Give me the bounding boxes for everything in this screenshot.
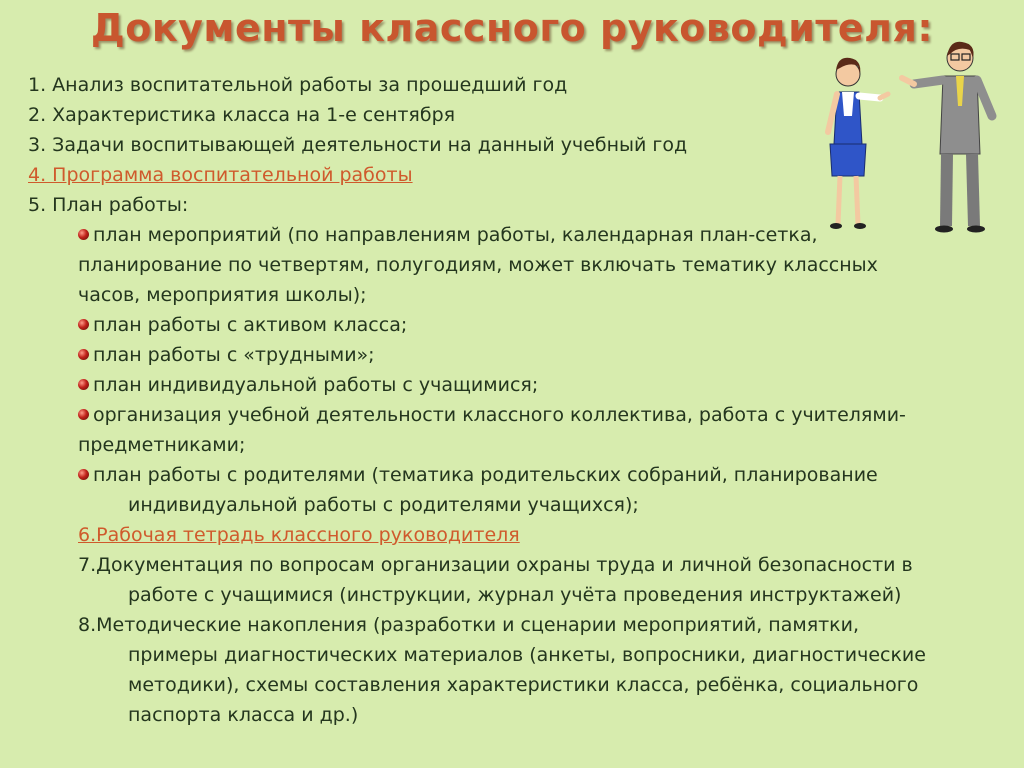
bullet-item: организация учебной деятельности классного коллектива, работа с учителями- [28, 400, 1018, 430]
list-item-cont: примеры диагностических материалов (анкеты, вопросники, диагностические [128, 644, 926, 666]
red-sphere-bullet-icon [78, 409, 89, 420]
red-sphere-bullet-icon [78, 349, 89, 360]
list-item: 7.Документация по вопросам организации охраны труда и личной безопасности в [78, 554, 913, 576]
list-item-cont: методики), схемы составления характеристики класса, ребёнка, социального [128, 674, 919, 696]
bullet-item: план индивидуальной работы с учащимися; [28, 370, 1018, 400]
red-sphere-bullet-icon [78, 319, 89, 330]
list-item: 8.Методические накопления (разработки и сценарии мероприятий, памятки, [78, 614, 860, 636]
program-link[interactable]: 4. Программа воспитательной работы [28, 164, 413, 186]
bullet-item-cont: планирование по четвертям, полугодиям, может включать тематику классных [78, 254, 878, 276]
bullet-item: план работы с активом класса; [28, 310, 1018, 340]
red-sphere-bullet-icon [78, 229, 89, 240]
list-item: 1. Анализ воспитательной работы за прошедший год [28, 74, 568, 96]
list-item-cont: работе с учащимися (инструкции, журнал учёта проведения инструктажей) [128, 584, 902, 606]
documents-list [28, 70, 1018, 730]
bullet-item-cont: предметниками; [78, 434, 246, 456]
red-sphere-bullet-icon [78, 469, 89, 480]
list-item: 5. План работы: [28, 194, 189, 216]
bullet-item: план мероприятий (по направлениям работы, календарная план-сетка, [28, 220, 1018, 250]
list-item: 2. Характеристика класса на 1-е сентября [28, 104, 456, 126]
list-item: 3. Задачи воспитывающей деятельности на данный учебный год [28, 134, 688, 156]
bullet-item: план работы с «трудными»; [28, 340, 1018, 370]
page-title: Документы классного руководителя: [90, 6, 934, 50]
workbook-link[interactable]: 6.Рабочая тетрадь классного руководителя [78, 524, 520, 546]
list-item-link [28, 160, 1018, 190]
bullet-item: план работы с родителями (тематика родительских собраний, планирование [28, 460, 1018, 490]
bullet-item-cont: индивидуальной работы с родителями учащихся); [128, 494, 639, 516]
bullet-item-cont: часов, мероприятия школы); [78, 284, 367, 306]
list-item-link [28, 520, 1018, 550]
red-sphere-bullet-icon [78, 379, 89, 390]
list-item-cont: паспорта класса и др.) [128, 704, 359, 726]
